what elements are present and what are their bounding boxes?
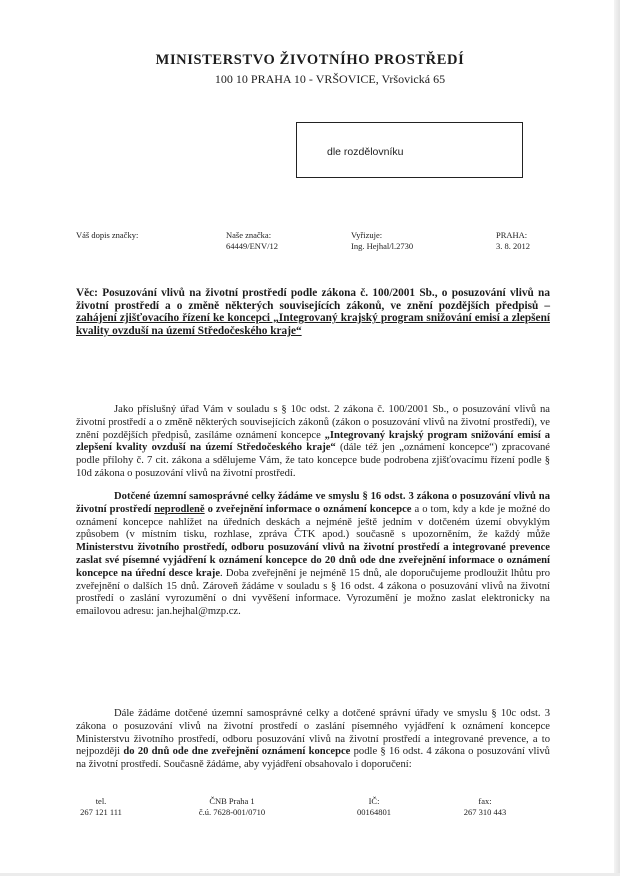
p2-bold-1: Dotčené územní samosprávné celky žádáme ve smyslu § 16 odst. 3 zákona o posuzování vlivů na životní prostředí: [76, 491, 550, 515]
reference-ours-label: Naše značka:: [226, 230, 272, 240]
ministry-address: 100 10 PRAHA 10 - VRŠOVICE, Vršovická 65: [214, 72, 446, 86]
scan-edge-shadow: [614, 0, 620, 876]
reference-yours-label: Váš dopis značky:: [76, 230, 139, 240]
p3-text-2: podle § 16 odst. 4 zákona o posuzování vlivů na životní prostředí. Současně žádáme, aby vyjádření obsahovalo i doporučení:: [76, 746, 550, 771]
reference-yours: [76, 230, 138, 241]
p1-concept-title: „Integrovaný krajský program snižování emisí a zlepšení kvality ovzduší na území Středočeského kraje“: [76, 429, 550, 454]
p3-text-1: Dále žádáme dotčené územní samosprávné celky a dotčené správní úřady ve smyslu § 10c odst. 3 zákona o posuzování vlivů na životní prostředí o zaslání písemného vyjádření k oznámení koncepce Ministerstvu životního prostředí, odboru posuzování vlivů na životní prostředí a integrované prevence, a to nejpozději: [76, 708, 550, 758]
reference-place-date: [496, 230, 530, 252]
footer-fax-label: fax:: [478, 796, 492, 806]
reference-handles: [351, 230, 413, 252]
reference-handles-value: Ing. Hejhal/l.2730: [351, 241, 414, 251]
ministry-name: MINISTERSTVO ŽIVOTNÍHO PROSTŘEDÍ: [155, 52, 465, 68]
footer-bank: [182, 796, 282, 818]
footer-bank-account: č.ú. 7628-001/0710: [198, 807, 266, 817]
subject-prefix: Věc:: [76, 287, 103, 299]
reference-ours: [226, 230, 278, 252]
p1-text-2: (dále též jen „oznámení koncepce“) zpracované podle přílohy č. 7 cit. zákona a sdělujeme Vám, že tato koncepce bude podrobena zjišťovacímu řízení podle § 10d zákona o posuzování vlivů na životní prostředí.: [76, 442, 550, 479]
paragraph-notification: [76, 404, 550, 481]
footer-phone-label: tel.: [95, 796, 107, 806]
recipient-text: dle rozdělovníku: [327, 146, 404, 158]
reference-handles-label: Vyřizuje:: [351, 230, 383, 240]
subject-underlined: zahájení zjišťovacího řízení ke koncepci „Integrovaný krajský program snižování emisí a zlepšení kvality ovzduší na území Středočeského kraje“: [76, 312, 550, 337]
recipient-box: [296, 122, 523, 178]
footer-ic-label: IČ:: [368, 796, 380, 806]
p2-bold-2: o zveřejnění informace o oznámení koncepce: [204, 503, 412, 515]
reference-place-label: PRAHA:: [496, 230, 528, 240]
footer-fax: [460, 796, 510, 818]
paragraph-statement-request: [76, 708, 550, 772]
footer-ic: [344, 796, 404, 818]
p1-text-1: Jako příslušný úřad Vám v souladu s § 10c odst. 2 zákona č. 100/2001 Sb., o posuzování vlivů na životní prostředí a o změně některých souvisejících zákonů (zákon o posuzování vlivů na životní prostředí), ve znění pozdějších předpisů, zasíláme oznámení koncepce: [76, 404, 550, 441]
footer-fax-value: 267 310 443: [463, 807, 507, 817]
footer-bank-label: ČNB Praha 1: [209, 796, 255, 806]
p2-text-2: . Doba zveřejnění je nejméně 15 dnů, ale doporučujeme prodloužit lhůtu pro zveřejnění o dalších 15 dnů. Zároveň žádáme v souladu s § 16 odst. 4 zákona o posuzování vlivů na životní prostředí o zaslání vyrozumění o dni vyvěšení informace. Vyrozumění je možno zaslat elektronicky na emailovou adresu: jan.hejhal@mzp.cz.: [76, 567, 551, 618]
footer-ic-value: 00164801: [357, 807, 391, 817]
p2-bold-underlined: neprodleně: [154, 503, 205, 515]
p3-bold-1: do 20 dnů ode dne zveřejnění oznámení koncepce: [123, 746, 351, 758]
reference-date-value: 3. 8. 2012: [496, 241, 530, 251]
subject-main: Posuzování vlivů na životní prostředí podle zákona č. 100/2001 Sb., o posuzování vlivů na životní prostředí a o změně některých souvisejících zákonů, ve znění pozdějších předpisů –: [76, 287, 550, 312]
subject-block: [76, 287, 550, 337]
reference-ours-value: 64449/ENV/12: [226, 241, 278, 251]
paragraph-publication-request: [76, 491, 550, 619]
footer-phone-value: 267 121 111: [80, 807, 122, 817]
p2-text-1: a o tom, kdy a kde je možné do oznámení koncepce nahlížet na úředních deskách a nejméně ještě jedním v dotčeném území obvyklým způsobem (v místním tisku, rozhlase, zpráva ČTK apod.) současně s upozorněním, že každý může: [76, 503, 550, 541]
p2-bold-3: Ministerstvu životního prostředí, odboru posuzování vlivů na životní prostředí a integrované prevence zaslat své písemné vyjádření k oznámení koncepce do 20 dnů ode dne zveřejnění informace o oznámení koncepce na úřední desce kraje: [76, 542, 550, 579]
footer-phone: [76, 796, 126, 818]
